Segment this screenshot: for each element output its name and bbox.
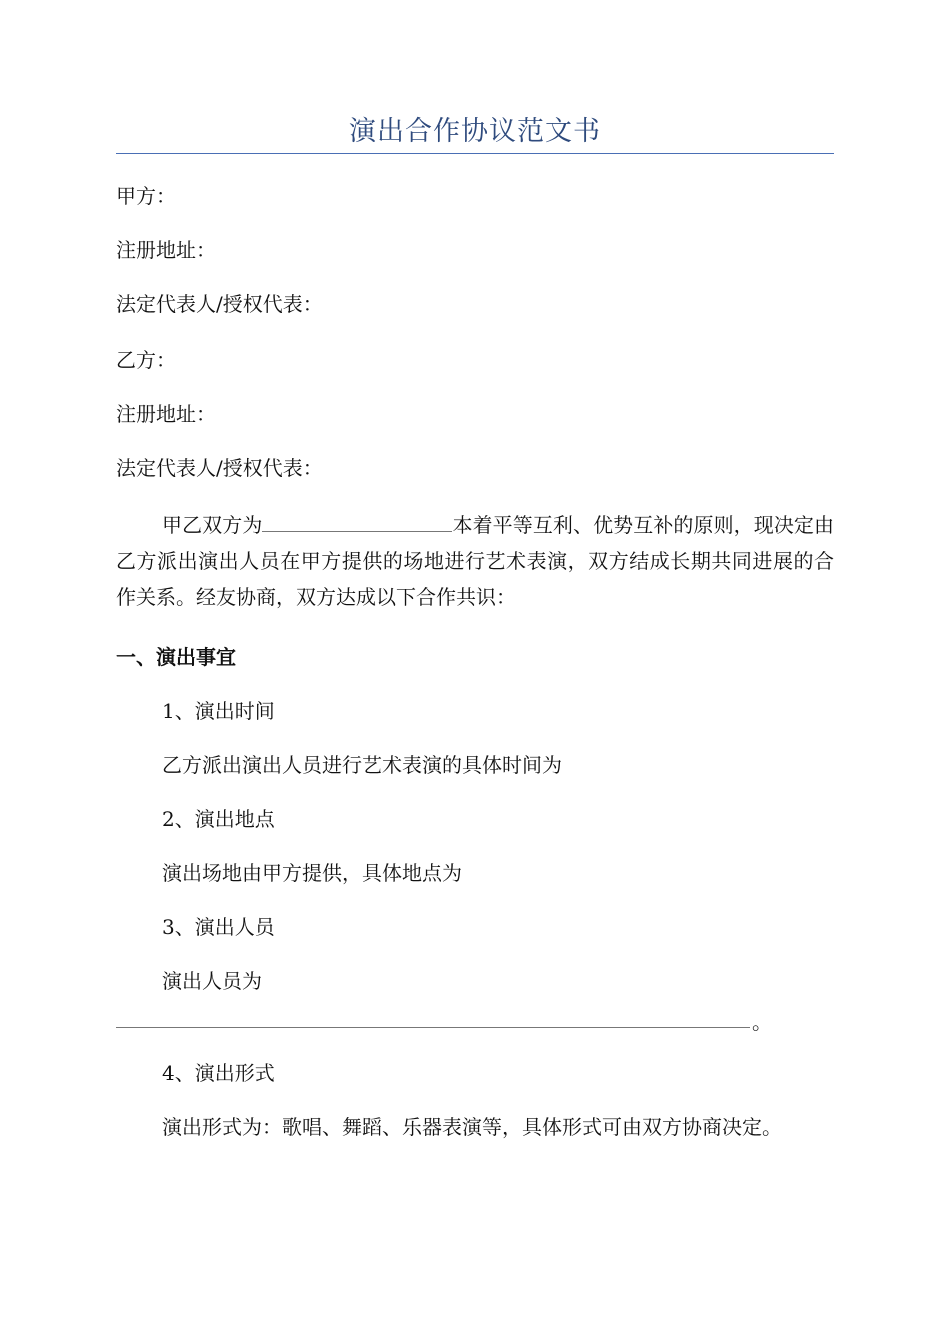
party-a-address-label: 注册地址： (116, 238, 216, 262)
intro-prefix: 甲乙双方为 (162, 513, 263, 537)
intro-blank (262, 509, 452, 532)
section-heading: 一、演出事宜 (116, 645, 236, 669)
document-title: 演出合作协议范文书 (349, 116, 601, 147)
item-label: 4、演出形式 (162, 1061, 275, 1085)
party-b-rep-label: 法定代表人/授权代表： (116, 456, 323, 480)
intro-paragraph (116, 507, 834, 615)
item-label: 3、演出人员 (162, 915, 275, 939)
intro-suffix: 本着平等互利、优势互补的原则，现决定由乙方派出演出人员在甲方提供的场地进行艺术表演，双方结成长期共同进展的合作关系。经友协商，双方达成以下合作共识： (116, 513, 835, 609)
party-a-name-label: 甲方： (116, 184, 176, 208)
item-text: 演出人员为 (162, 969, 262, 993)
item-text: 乙方派出演出人员进行艺术表演的具体时间为 (162, 753, 562, 777)
party-b-name-label: 乙方： (116, 348, 176, 372)
item-label: 2、演出地点 (162, 807, 275, 831)
performers-blank (116, 1027, 750, 1028)
title-underline (116, 153, 834, 154)
item-text: 演出形式为：歌唱、舞蹈、乐器表演等，具体形式可由双方协商决定。 (162, 1115, 782, 1139)
blank-end-period: 。 (752, 1010, 772, 1034)
party-a-rep-label: 法定代表人/授权代表： (116, 292, 323, 316)
item-label: 1、演出时间 (162, 699, 275, 723)
party-b-address-label: 注册地址： (116, 402, 216, 426)
item-text: 演出场地由甲方提供，具体地点为 (162, 861, 462, 885)
